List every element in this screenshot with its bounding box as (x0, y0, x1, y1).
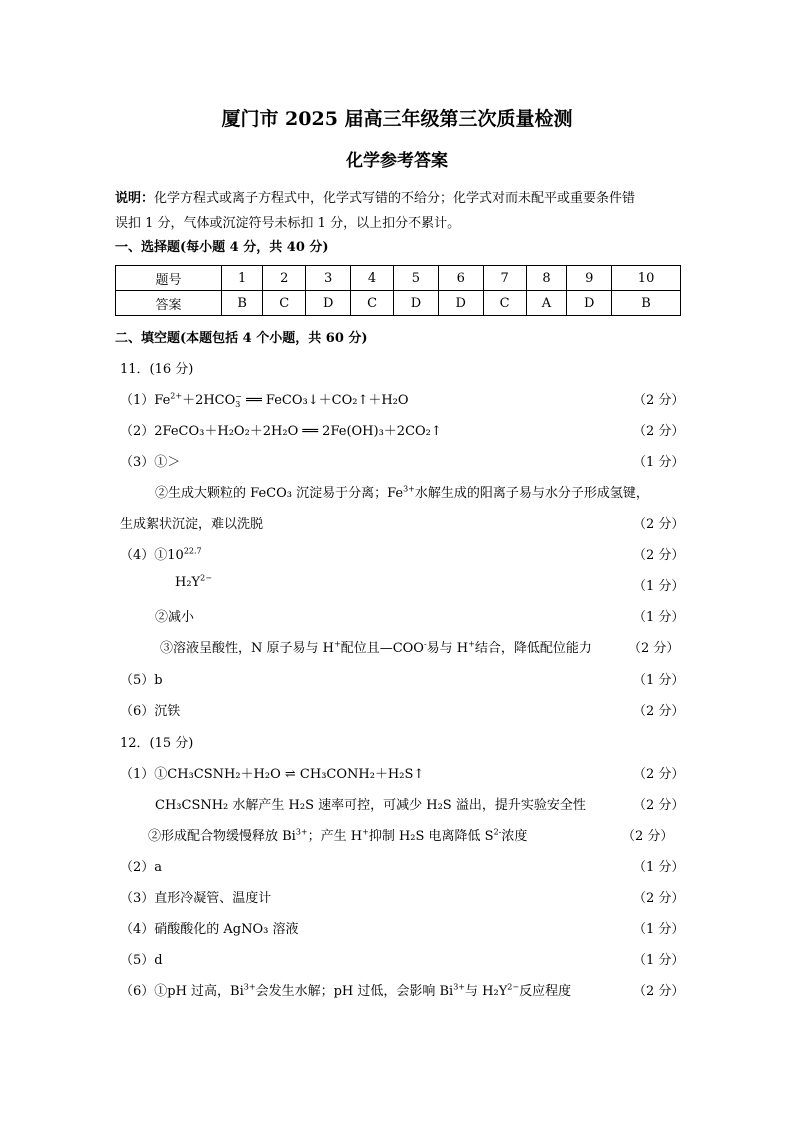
points-label: （1 分） (633, 953, 685, 968)
points-label: （2 分） (633, 984, 685, 999)
answer-table (115, 265, 681, 316)
points-label: （2 分） (633, 767, 685, 782)
section1-heading: 一、选择题(每小题 4 分，共 40 分) (115, 240, 329, 255)
table-cell: D (567, 291, 612, 316)
points-label: （2 分） (622, 829, 674, 844)
points-label: （1 分） (633, 922, 685, 937)
table-cell: D (394, 291, 439, 316)
q11-header: 11．(16 分) (120, 362, 194, 377)
q12-part4: （4）硝酸酸化的 AgNO₃ 溶液 (120, 922, 299, 937)
points-label: （2 分） (628, 641, 680, 656)
table-cell: A (526, 291, 567, 316)
q12-part2: （2）a (120, 860, 163, 875)
table-cell: C (263, 291, 306, 316)
table-row-answers (116, 291, 681, 316)
q11-part3b-line2: 生成絮状沉淀，难以洗脱 (120, 517, 264, 532)
q12-header: 12．(15 分) (120, 736, 194, 751)
table-cell: 5 (394, 266, 439, 291)
points-label: （1 分） (633, 610, 685, 625)
points-label: （1 分） (633, 455, 685, 470)
table-cell: B (221, 291, 262, 316)
q11-part3b-line1: ②生成大颗粒的 FeCO₃ 沉淀易于分离；$Fe^{3+}$水解生成的阳离子易与水分子形成氢键， (155, 484, 649, 501)
points-label: （2 分） (633, 393, 685, 408)
page-subtitle: 化学参考答案 (346, 151, 448, 171)
table-cell: 3 (306, 266, 351, 291)
q11-part2: （2）2FeCO₃＋H₂O₂＋2H₂O ══ 2Fe(OH)₃＋2CO₂↑ (120, 424, 442, 439)
q11-part1: $(1)Fe^{2+}+2HCO$ − 3 ══ FeCO₃↓＋CO₂↑＋H₂O (120, 391, 409, 409)
points-label: （1 分） (633, 673, 685, 688)
note-line-2: 误扣 1 分，气体或沉淀符号未标扣 1 分，以上扣分不累计。 (115, 216, 461, 231)
q12-part1b: CH₃CSNH₂ 水解产生 H₂S 速率可控，可减少 H₂S 溢出，提升实验安全性 (155, 798, 586, 813)
note-label: 说明： (115, 191, 155, 206)
table-cell: 1 (221, 266, 262, 291)
table-cell: B (612, 291, 681, 316)
table-cell: D (438, 291, 483, 316)
table-header-cell: 题号 (116, 266, 222, 291)
table-cell: 7 (483, 266, 526, 291)
q11-part4d: ③溶液呈酸性，N 原子易与 H+配位且—COO-易与 H+结合，降低配位能力 (160, 639, 592, 656)
points-label: （1 分） (633, 860, 685, 875)
points-label: （2 分） (633, 424, 685, 439)
q12-part1a: （1）①CH₃CSNH₂＋H₂O ⇌ CH₃CONH₂＋H₂S↑ (120, 767, 425, 782)
points-label: （2 分） (633, 891, 685, 906)
table-cell: 2 (263, 266, 306, 291)
section2-heading: 二、填空题(本题包括 4 个小题，共 60 分) (115, 331, 368, 346)
q12-part5: （5）d (120, 953, 163, 968)
points-label: （2 分） (633, 517, 685, 532)
note-line-1: 说明：化学方程式或离子方程式中，化学式写错的不给分；化学式对而未配平或重要条件错 (115, 191, 636, 206)
table-cell: 8 (526, 266, 567, 291)
q11-part4c: ②减小 (155, 610, 195, 625)
q11-part4b: $H_2Y^{2-}$ (175, 573, 212, 590)
points-label: （2 分） (633, 798, 685, 813)
points-label: （2 分） (633, 704, 685, 719)
q11-part5: （5）b (120, 673, 163, 688)
page-title: 厦门市 2025 届高三年级第三次质量检测 (221, 108, 573, 130)
table-cell: D (306, 291, 351, 316)
table-cell: 10 (612, 266, 681, 291)
q12-part1c: ②形成配合物缓慢释放 $Bi^{3+}$；产生 H+抑制 H₂S 电离降低 $S^{2-}$浓度 (148, 827, 528, 844)
table-cell: C (483, 291, 526, 316)
table-row-numbers (116, 266, 681, 291)
q12-part3: （3）直形冷凝管、温度计 (120, 891, 272, 906)
q11-part3: （3）①＞ (120, 455, 181, 470)
table-header-cell: 答案 (116, 291, 222, 316)
table-cell: 6 (438, 266, 483, 291)
points-label: （1 分） (633, 579, 685, 594)
points-label: （2 分） (633, 548, 685, 563)
q12-part6: （6）①pH 过高，$Bi^{3+}$会发生水解；pH 过低，会影响 $Bi^{3+}$与 $H_2Y^{2-}$反应程度 (120, 982, 572, 999)
q11-part4a: $(4)①10^{22.7}$ (120, 546, 202, 563)
q11-part6: （6）沉铁 (120, 704, 181, 719)
table-cell: 4 (351, 266, 394, 291)
table-cell: C (351, 291, 394, 316)
table-cell: 9 (567, 266, 612, 291)
